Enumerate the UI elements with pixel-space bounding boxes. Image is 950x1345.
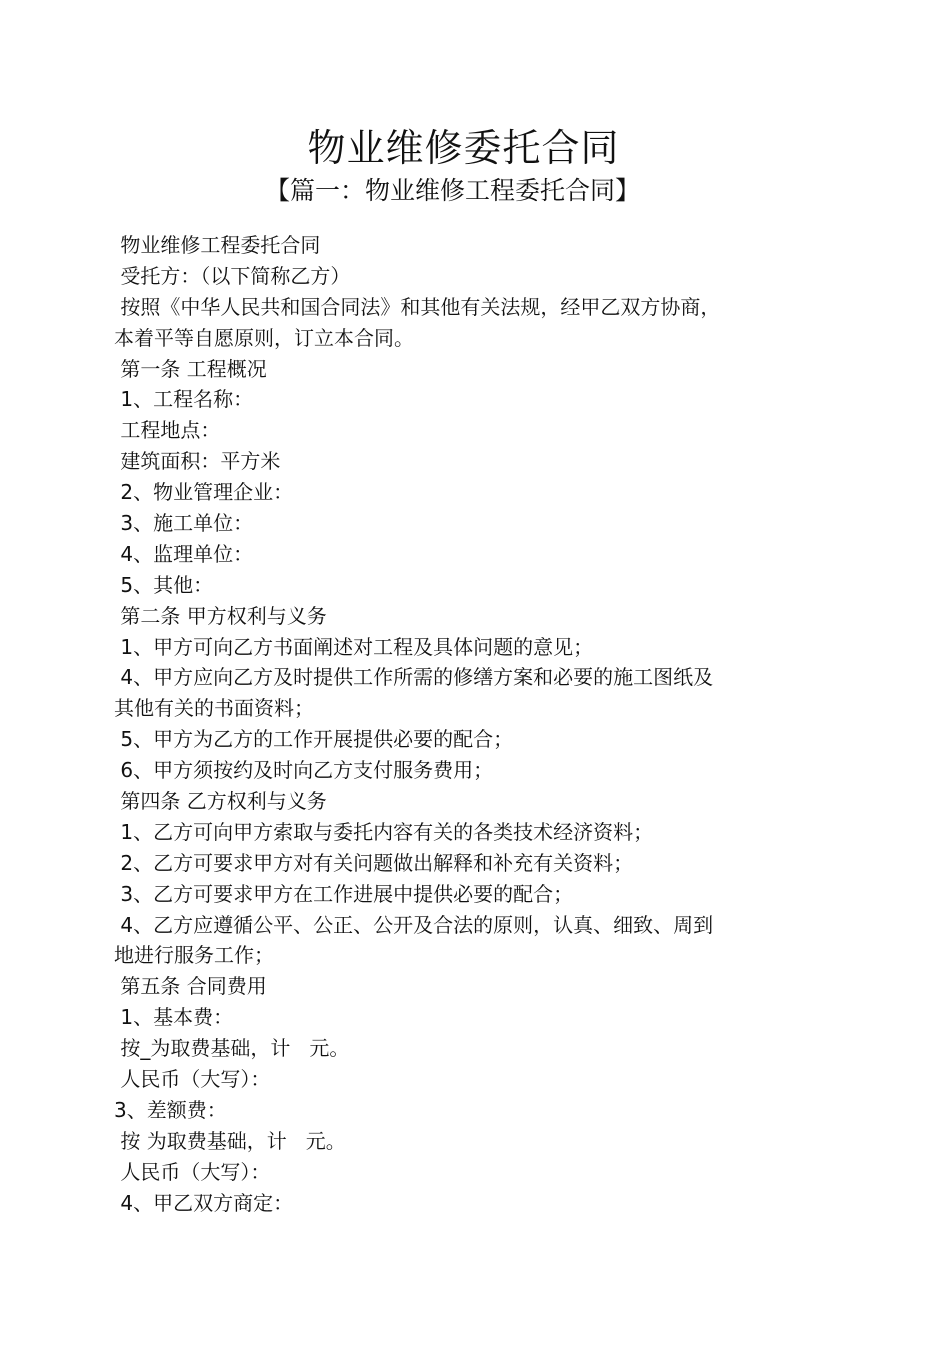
body-line: 按 为取费基础，计 元。	[114, 1128, 346, 1153]
body-line: 按照《中华人民共和国合同法》和其他有关法规，经甲乙双方协商，	[114, 294, 721, 319]
body-line: 3、施工单位：	[114, 511, 254, 536]
body-line: 地进行服务工作；	[114, 943, 274, 968]
article-heading: 第一条 工程概况	[114, 356, 267, 381]
article-heading: 第四条 乙方权利与义务	[114, 789, 327, 814]
body-line: 1、乙方可向甲方索取与委托内容有关的各类技术经济资料；	[114, 819, 654, 844]
document-subtitle: 【篇一：物业维修工程委托合同】	[264, 176, 640, 205]
body-line: 人民币（大写）：	[114, 1159, 271, 1184]
body-line: 5、其他：	[114, 572, 214, 597]
body-line: 4、乙方应遵循公平、公正、公开及合法的原则，认真、细致、周到	[114, 912, 714, 937]
document-body	[114, 230, 794, 1219]
body-line: 5、甲方为乙方的工作开展提供必要的配合；	[114, 727, 514, 752]
body-line: 本着平等自愿原则，订立本合同。	[114, 325, 414, 350]
body-line: 物业维修工程委托合同	[114, 233, 321, 257]
article-heading: 第五条 合同费用	[114, 974, 267, 999]
body-line: 4、甲乙双方商定：	[114, 1190, 294, 1215]
body-line: 其他有关的书面资料；	[114, 696, 314, 721]
body-line: 按_为取费基础，计 元。	[114, 1036, 350, 1061]
body-line: 2、物业管理企业：	[114, 480, 294, 505]
body-line: 1、工程名称：	[114, 387, 254, 412]
body-line: 建筑面积：平方米	[114, 449, 281, 474]
body-line: 6、甲方须按约及时向乙方支付服务费用；	[114, 758, 494, 783]
body-line: 4、监理单位：	[114, 541, 254, 566]
body-line: 受托方：（以下简称乙方）	[114, 263, 351, 288]
body-line: 3、差额费：	[114, 1097, 227, 1122]
body-line: 人民币（大写）：	[114, 1067, 271, 1092]
body-line: 1、基本费：	[114, 1005, 234, 1030]
body-line: 1、甲方可向乙方书面阐述对工程及具体问题的意见；	[114, 634, 594, 659]
body-line: 2、乙方可要求甲方对有关问题做出解释和补充有关资料；	[114, 850, 634, 875]
article-heading: 第二条 甲方权利与义务	[114, 603, 327, 628]
body-line: 工程地点：	[114, 418, 221, 443]
body-line: 4、甲方应向乙方及时提供工作所需的修缮方案和必要的施工图纸及	[114, 665, 714, 690]
document-title: 物业维修委托合同	[307, 126, 620, 170]
body-line: 3、乙方可要求甲方在工作进展中提供必要的配合；	[114, 881, 574, 906]
